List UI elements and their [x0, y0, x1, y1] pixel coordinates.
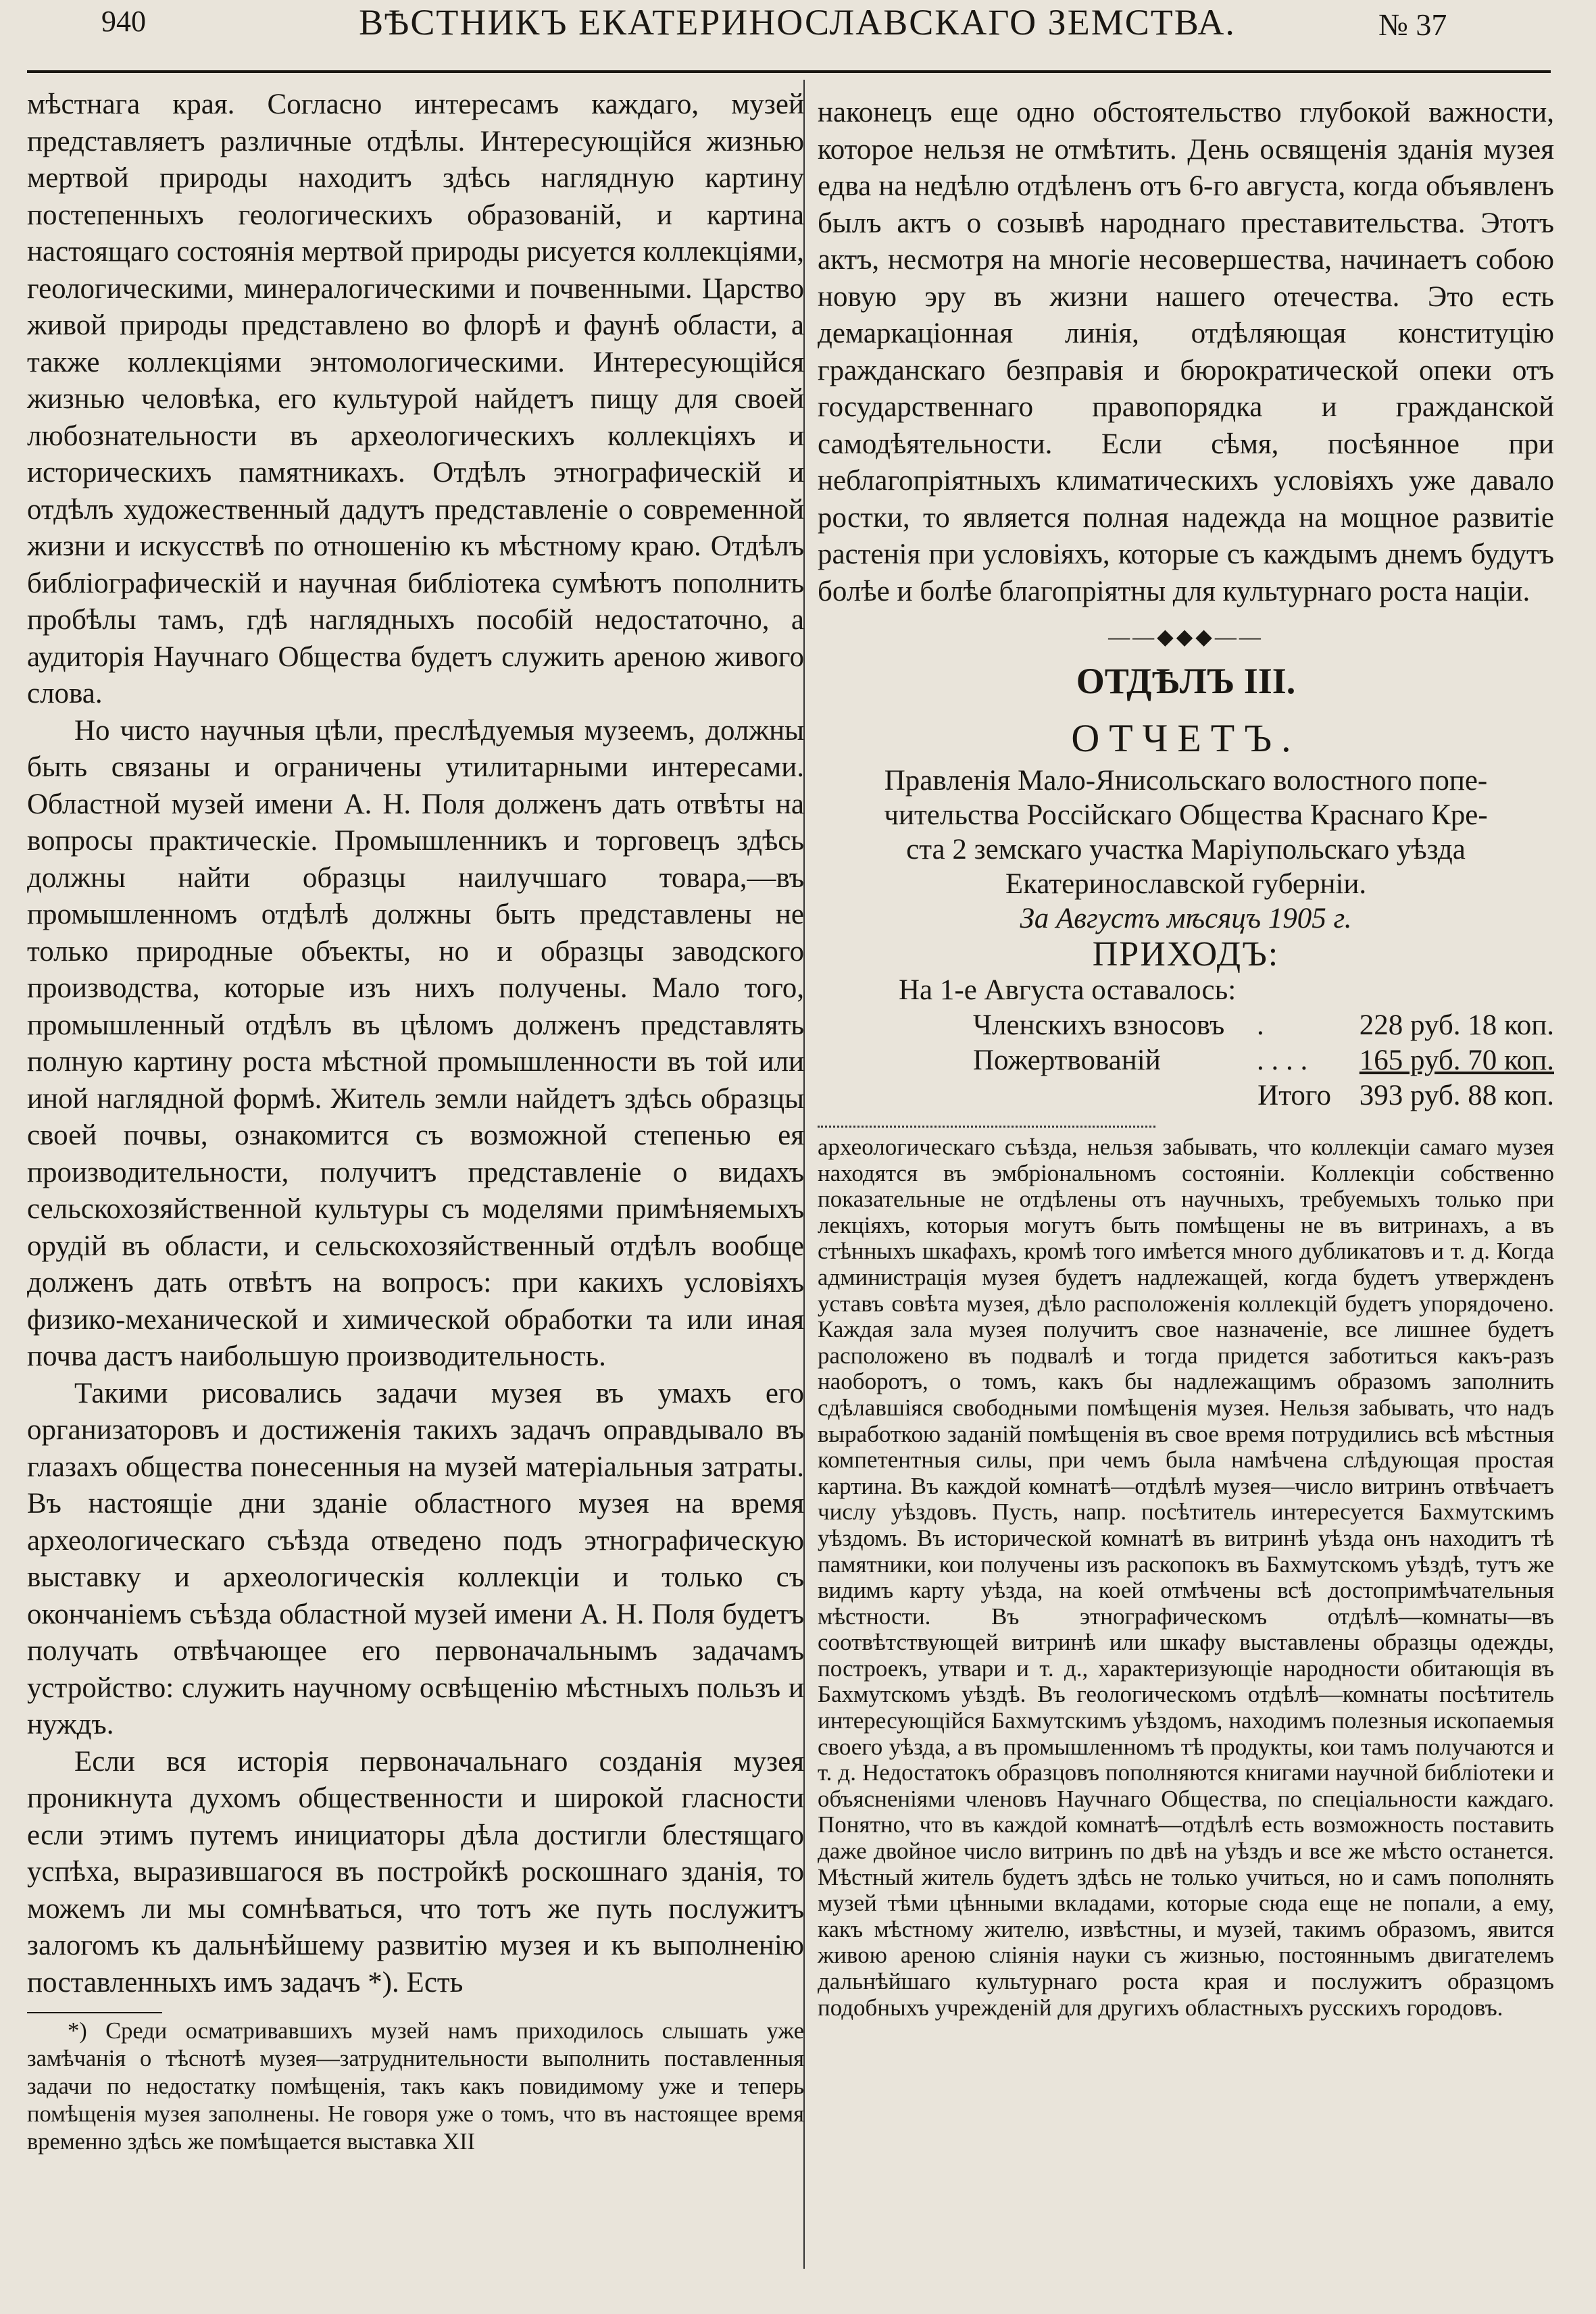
report-subtitle-line: чительства Россiйскаго Общества Краснаго Кре-	[884, 799, 1488, 831]
report-subtitle-line: Правленiя Мало-Янисольскаго волостного попе-	[884, 765, 1488, 797]
report-period: За Августъ мѣсяцъ 1905 г.	[1020, 903, 1352, 934]
ledger-total-label: Итого	[1257, 1080, 1331, 1111]
ledger-total-row	[818, 1078, 1554, 1113]
utilitarian-goals-paragraph: Но чисто научныя цѣли, преслѣдуемыя музеемъ, должны быть связаны и ограничены утилитарными интересами. Областной музей имени А. Н. Поля долженъ дать отвѣты на вопросы практическiе. Промышленникъ и торговецъ здѣсь должны найти образцы наилучшаго товара,—въ промышленномъ отдѣлѣ должны быть представлены не только природные объекты, но и образцы заводского производства, которые изъ нихъ получены. Мало того, промышленный отдѣлъ въ цѣломъ долженъ представлять полную картину роста мѣстной промышленности въ той или иной наглядной формѣ. Житель земли найдетъ здѣсь образцы своей почвы, ознакомится съ возможной степенью ея производительности, получитъ представленiе о видахъ сельскохозяйственной культуры съ моделями примѣняемыхъ орудiй въ области, и сельскохозяйственный отдѣлъ вообще долженъ дать отвѣтъ на вопросъ: при какихъ условiяхъ физико-механической и химической обработки та или иная почва дастъ наибольшую производительность.	[27, 714, 804, 1372]
museum-history-paragraph: Если вся исторiя первоначальнаго созданiя музея проникнута духомъ общественности и широкой гласности если этимъ путемъ инициаторы дѣла достигли блестящаго успѣха, выразившагося въ постройкѣ роскошнаго зданiя, то можемъ ли мы сомнѣваться, что тотъ же путь послужитъ залогомъ къ дальнѣйшему развитiю музея и къ выполненiю поставленныхъ имъ задачъ *). Есть	[27, 1745, 804, 1998]
ledger-amount: 228 руб. 18 коп.	[1359, 1009, 1554, 1041]
header-rule	[27, 70, 1551, 73]
report-subtitle-line: Екатеринославской губернiи.	[1005, 868, 1367, 900]
ledger-label: Членскихъ взносовъ	[973, 1009, 1225, 1041]
ledger-intro: На 1-е Августа оставалось:	[899, 974, 1237, 1006]
report-subtitle	[818, 763, 1554, 901]
ledger-label: Пожертвованiй	[973, 1045, 1161, 1076]
issue-number: № 37	[1378, 7, 1447, 42]
page-number: 940	[101, 5, 146, 38]
ledger-dots: . . . .	[1257, 1045, 1308, 1076]
ledger-row	[818, 1008, 1554, 1043]
page-header	[0, 0, 1596, 64]
footnote-continuation: археологическаго съѣзда, нельзя забывать, что коллекцiи самаго музея находятся въ эмбрiональномъ состоянiи. Коллекцiи собственно показательные не отдѣлены отъ научныхъ, требуемыхъ только при лекцiяхъ, которыя могутъ быть помѣщены не въ витринахъ, а въ стѣнныхъ шкафахъ, кромѣ того имѣется много дубликатовъ и т. д. Когда администрацiя музея будетъ надлежащей, когда будетъ утвержденъ уставъ совѣта музея, дѣло расположенiя коллекцiй будетъ упорядочено. Каждая зала музея получитъ свое назначенiе, все лишнее будетъ расположено въ подвалѣ и тогда придется заботиться какъ-разъ наоборотъ, о томъ, какъ бы надлежащимъ образомъ заполнить сдѣлавшiяся свободными помѣщенiя музея. Нельзя забывать, что надъ выработкою заданiй помѣщенiя въ свое время потрудились всѣ мѣстныя компетентныя силы, при чемъ была намѣчена слѣдующая простая картина. Въ каждой комнатѣ—отдѣлѣ музея—число витринъ отвѣчаетъ числу уѣздовъ. Пусть, напр. посѣтитель интересуется Бахмутскимъ уѣздомъ. Въ исторической комнатѣ въ витринѣ уѣзда онъ находитъ тѣ памятники, кои получены изъ раскопокъ въ Бахмутскомъ уѣздѣ, тутъ же видимъ карту уѣзда, на коей отмѣчены всѣ достопримѣчательныя мѣстности. Въ этнографическомъ отдѣлѣ—комнаты—въ соотвѣтствующей витринѣ или шкафу выставлены образцы одежды, построекъ, утвари и т. д., характеризующiе народности обитающiя въ Бахмутскомъ уѣздѣ. Въ геологическомъ отдѣлѣ—комнаты посѣтитель интересующiйся Бахмутскимъ уѣздомъ, находимъ полезныя ископаемыя своего уѣзда, а въ промышленномъ тѣ продукты, кои тамъ получаются и т. д. Недостатокъ образцовъ пополняются книгами научной библiотеки и объясненiями членовъ Научнаго Общества, по спецiальности каждаго. Понятно, что въ каждой комнатѣ—отдѣлѣ есть возможность поставить даже двойное число витринъ по двѣ на уѣздъ и все же мѣсто останется. Мѣстный житель будетъ здѣсь не только учиться, но и самъ пополнять музей тѣми цѣнными вкладами, которые сюда еще не попали, а ему, какъ мѣстному жителю, извѣстны, и музей, такимъ образомъ, явится живою ареною слiянiя науки съ жизнью, постояннымъ двигателемъ дальнѣйшаго культурнаго роста края и послужитъ образцомъ подобныхъ учрежденiй для другихъ областныхъ русскихъ городовъ.	[818, 1134, 1554, 2021]
report-title: ОТЧЕТЪ.	[1071, 716, 1301, 760]
report-subtitle-line: ста 2 земскаго участка Марiупольскаго уѣзда	[906, 834, 1466, 865]
ledger-total-amount: 393 руб. 88 коп.	[1359, 1080, 1554, 1111]
left-column	[27, 86, 804, 2156]
ledger-amount: 165 руб. 70 коп.	[1359, 1045, 1554, 1076]
journal-title: ВѢСТНИКЪ ЕКАТЕРИНОСЛАВСКАГО ЗЕМСТВА.	[359, 2, 1236, 43]
right-column	[818, 95, 1554, 2021]
section-heading: ОТДѢЛЪ III.	[1076, 661, 1296, 701]
income-ledger	[818, 1008, 1554, 1113]
ledger-row	[818, 1043, 1554, 1078]
dotted-separator	[818, 1126, 1155, 1128]
income-heading: ПРИХОДЪ:	[1092, 935, 1280, 974]
section-ornament: ——◆◆◆——	[1108, 624, 1264, 649]
footnote: *) Среди осматривавшихъ музей намъ приходилось слышать уже замѣчанiя о тѣснотѣ музея—затруднительности выполнить поставленныя задачи по недостатку помѣщенiя, такъ какъ повидимому уже и теперь помѣщенiя музея заполнены. Не говоря уже о томъ, что въ настоящее время временно здѣсь же помѣщается выставка XII	[27, 2018, 804, 2155]
ledger-dots: .	[1257, 1009, 1264, 1041]
museum-tasks-paragraph: Такими рисовались задачи музея въ умахъ его организаторовъ и достиженiя такихъ задачъ оправдывало въ глазахъ общества понесенныя на музей матерiальныя затраты. Въ настоящiе дни зданiе областного музея на время археологическаго съѣзда отведено подъ этнографическую выставку и археологическiя коллекцiи и только съ окончанiемъ съѣзда областной музей имени А. Н. Поля будетъ получать отвѣчающее его первоначальнымъ задачамъ устройство: служить научному освѣщенiю мѣстныхъ пользъ и нуждъ.	[27, 1377, 804, 1740]
footnote-rule	[27, 2012, 162, 2013]
museum-departments-paragraph: мѣстнага края. Согласно интересамъ каждаго, музей представляетъ различные отдѣлы. Интересующiйся жизнью мертвой природы находитъ здѣсь наглядную картину постепенныхъ геологическихъ образованiй, и картина настоящаго состоянiя мертвой природы рисуется коллекцiями, геологическими, минералогическими и почвенными. Царство живой природы представлено во флорѣ и фаунѣ области, а также коллекцiями энтомологическими. Интересующiйся жизнью человѣка, его культурой найдетъ пищу для своей любознательности въ археологическихъ коллекцiяхъ и историческихъ памятникахъ. Отдѣлъ этнографическiй и отдѣлъ художественный дадутъ представленiе о современной жизни и искусствѣ по отношенiю къ мѣстному краю. Отдѣлъ библiографическiй и научная библiотека сумѣютъ пополнить пробѣлы тамъ, гдѣ наглядныхъ пособiй недостаточно, а аудиторiя Научнаго Общества будетъ служить ареною живого слова.	[27, 89, 804, 709]
continuation-paragraph: наконецъ еще одно обстоятельство глубокой важности, которое нельзя не отмѣтить. День освященiя зданiя музея едва на недѣлю отдѣленъ отъ 6-го августа, когда объявленъ былъ актъ о созывѣ народнаго преставительства. Этотъ актъ, несмотря на многiе несовершества, начинаетъ собою новую эру въ жизни нашего отечества. Это есть демаркацiонная линiя, отдѣляющая конституцiю гражданскаго безправiя и бюрократической опеки отъ государственнаго правопорядка и гражданской самодѣятельности. Если сѣмя, посѣянное при неблагопрiятныхъ климатическихъ условiяхъ уже давало ростки, то является полная надежда на мощное развитiе растенiя при условiяхъ, которые съ каждымъ днемъ будутъ болѣе и болѣе благопрiятны для культурнаго роста нацiи.	[818, 97, 1554, 607]
